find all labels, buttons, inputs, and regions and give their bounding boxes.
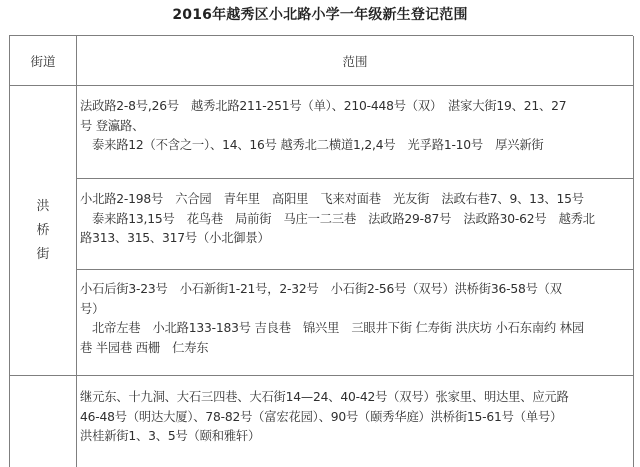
range-line: 巷 半园巷 西栅 仁寿东 xyxy=(80,340,209,355)
range-line: 号 登瀛路、 xyxy=(80,118,145,133)
range-line: 号） xyxy=(80,301,105,316)
range-line: 小北路2-198号 六合园 青年里 高阳里 飞来对面巷 光友街 法政右巷7、9、13、15号 xyxy=(80,192,584,206)
range-line: 46-48号（明达大厦）、78-82号（富宏花园）、90号（颐秀华庭）洪桥街15-61号（单号） xyxy=(80,409,563,424)
range-cell-row-1 xyxy=(77,86,634,179)
range-line: 泰来路12（不含之一）、14、16号 越秀北二横道1,2,4号 光孚路1-10号 厚兴新街 xyxy=(92,138,544,152)
range-cell-row-2 xyxy=(77,179,634,270)
column-header-range: 范围 xyxy=(77,36,634,86)
range-line: 路313、315、317号（小北御景） xyxy=(80,231,270,245)
column-header-street: 街道 xyxy=(10,36,77,86)
range-line: 法政路2-8号,26号 越秀北路211-251号（单）、210-448号（双） 湛家大街19、21、27 xyxy=(80,99,567,113)
street-cell-next xyxy=(10,376,77,467)
street-char: 街 xyxy=(36,246,50,262)
range-line: 小石后街3-23号 小石新街1-21号，2-32号 小石街2-56号（双号）洪桥街36-58号（双 xyxy=(80,282,562,296)
range-line: 继元东、十九洞、大石三四巷、大石街14—24、40-42号（双号）张家里、明达里、应元路 xyxy=(80,390,569,404)
range-cell-row-4 xyxy=(77,376,634,467)
range-cell-row-3 xyxy=(77,270,634,376)
registration-range-table xyxy=(9,35,633,467)
street-char: 洪 xyxy=(36,198,50,214)
street-cell-hongqiao xyxy=(10,86,77,376)
document-title: 2016年越秀区小北路小学一年级新生登记范围 xyxy=(172,7,468,23)
range-line: 北帝左巷 小北路133-183号 吉良巷 锦兴里 三眼井下街 仁寿街 洪庆坊 小石东南约 林园 xyxy=(92,321,584,335)
range-line: 洪桂新街1、3、5号（颐和雅轩） xyxy=(80,429,261,443)
range-line: 泰来路13,15号 花鸟巷 局前街 马庄一二三巷 法政路29-87号 法政路30-62号 越秀北 xyxy=(92,211,595,226)
street-char: 桥 xyxy=(36,222,50,238)
